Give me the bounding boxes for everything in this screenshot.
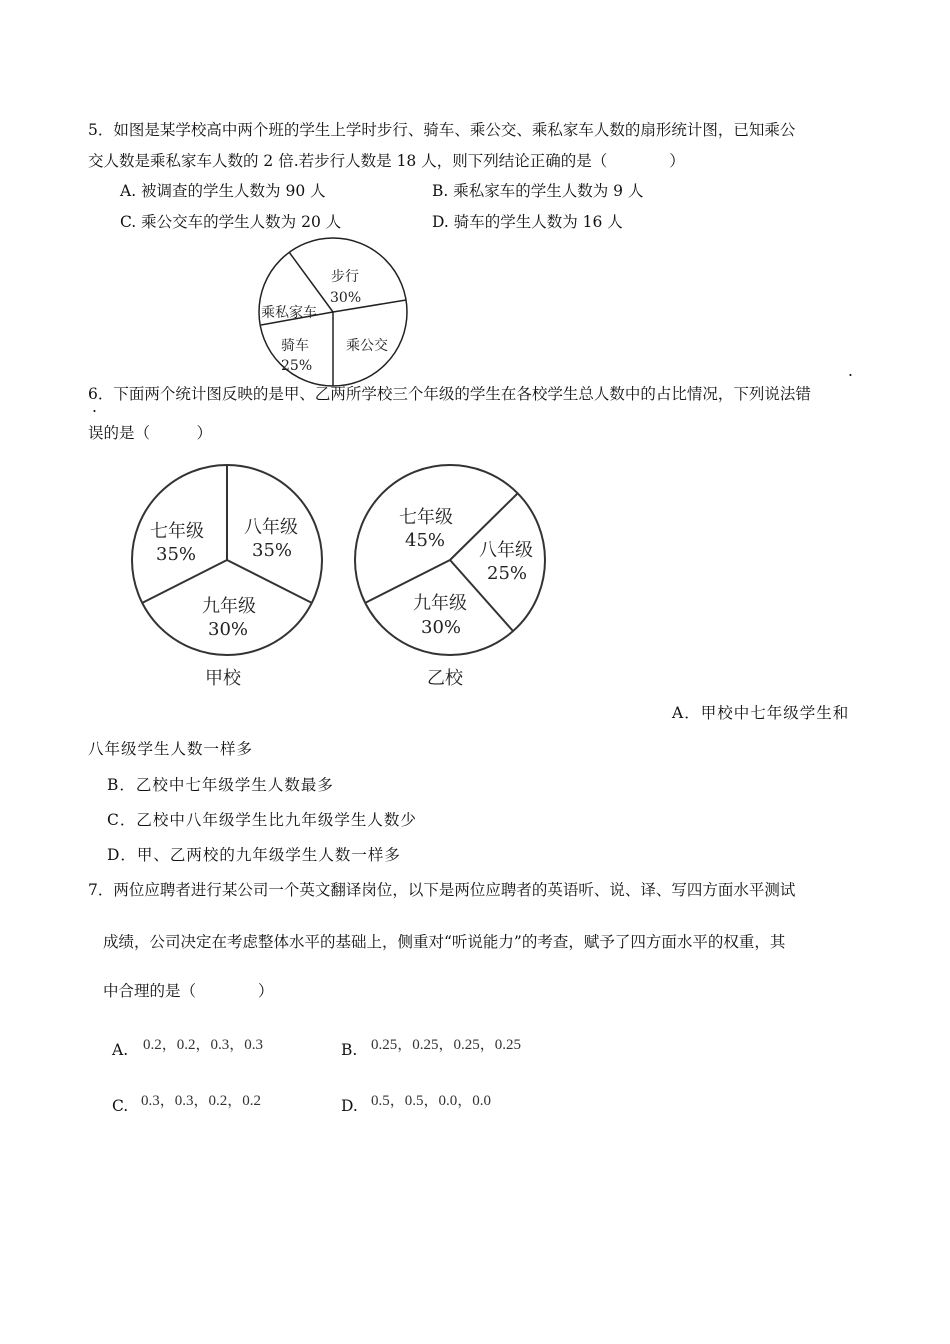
q7-option-d-label: D. <box>341 1097 358 1115</box>
q5-option-d: D. 骑车的学生人数为 16 人 <box>432 213 623 231</box>
q6-jia-g7-label: 七年级 <box>150 521 204 542</box>
q7-option-d-value: 0.5，0.5，0.0，0.0 <box>371 1093 492 1109</box>
q5-line1: 5．如图是某学校高中两个班的学生上学时步行、骑车、乘公交、乘私家车人数的扇形统计图，已知乘公 <box>88 121 796 139</box>
q7-line2: 成绩，公司决定在考虑整体水平的基础上，侧重对“听说能力”的考查，赋予了四方面水平的权重，其 <box>103 933 786 951</box>
q6-jia-g8-pct: 35% <box>252 540 293 561</box>
q6-line1: 6．下面两个统计图反映的是甲、乙两所学校三个年级的学生在各校学生总人数中的占比情况，下列说法错 <box>88 385 811 403</box>
q5-option-b: B. 乘私家车的学生人数为 9 人 <box>432 182 644 200</box>
q5-pie-bike-label: 骑车 <box>281 338 309 354</box>
q6-yi-pie-chart <box>353 463 549 693</box>
q6-jia-title: 甲校 <box>205 668 241 689</box>
q5-pie-chart <box>253 237 413 387</box>
stray-dot-left: . <box>92 398 97 416</box>
q7-option-b-label: B. <box>341 1041 358 1059</box>
q5-option-c: C. 乘公交车的学生人数为 20 人 <box>120 213 342 231</box>
q6-option-b: B．乙校中七年级学生人数最多 <box>107 776 334 794</box>
q6-yi-g8-label: 八年级 <box>479 540 533 561</box>
q5-pie-divider-walk <box>289 252 333 312</box>
q7-option-b-value: 0.25，0.25，0.25，0.25 <box>371 1037 522 1053</box>
q6-jia-g9-label: 九年级 <box>202 596 256 617</box>
q6-option-d: D．甲、乙两校的九年级学生人数一样多 <box>107 846 401 864</box>
q5-line2: 交人数是乘私家车人数的 2 倍.若步行人数是 18 人，则下列结论正确的是（ ） <box>88 152 685 170</box>
q5-pie-car-label: 乘私家车 <box>261 305 317 321</box>
q7-option-c-value: 0.3，0.3，0.2，0.2 <box>141 1093 262 1109</box>
q6-option-c: C．乙校中八年级学生比九年级学生人数少 <box>107 811 417 829</box>
q6-jia-g7-pct: 35% <box>156 544 197 565</box>
q5-option-a: A. 被调查的学生人数为 90 人 <box>120 182 326 200</box>
q6-line2: 误的是（ ） <box>88 424 213 442</box>
q7-option-a-label: A. <box>112 1041 129 1059</box>
q6-yi-g8-pct: 25% <box>487 563 528 584</box>
q7-line3: 中合理的是（ ） <box>103 982 274 1000</box>
q7-line1: 7．两位应聘者进行某公司一个英文翻译岗位，以下是两位应聘者的英语听、说、译、写四方面水平测试 <box>88 881 796 899</box>
q5-pie-walk-label: 步行 <box>331 269 359 285</box>
q5-pie-walk-pct: 30% <box>330 290 362 306</box>
q6-yi-g9-label: 九年级 <box>413 593 467 614</box>
q6-yi-g7-pct: 45% <box>405 530 446 551</box>
q6-option-a-part1: A．甲校中七年级学生和 <box>672 704 850 722</box>
stray-dot-right: . <box>848 362 853 380</box>
q6-yi-title: 乙校 <box>427 668 463 689</box>
q7-option-a-value: 0.2，0.2，0.3，0.3 <box>143 1037 264 1053</box>
q6-jia-pie-chart <box>130 463 326 693</box>
q6-yi-g7-label: 七年级 <box>399 507 453 528</box>
q5-pie-bus-label: 乘公交 <box>346 338 388 354</box>
q5-pie-bike-pct: 25% <box>281 358 313 374</box>
q6-jia-g9-pct: 30% <box>208 619 249 640</box>
q7-option-c-label: C. <box>112 1097 129 1115</box>
q6-jia-g8-label: 八年级 <box>244 517 298 538</box>
q6-yi-g9-pct: 30% <box>421 617 462 638</box>
q6-option-a-part2: 八年级学生人数一样多 <box>88 740 254 758</box>
